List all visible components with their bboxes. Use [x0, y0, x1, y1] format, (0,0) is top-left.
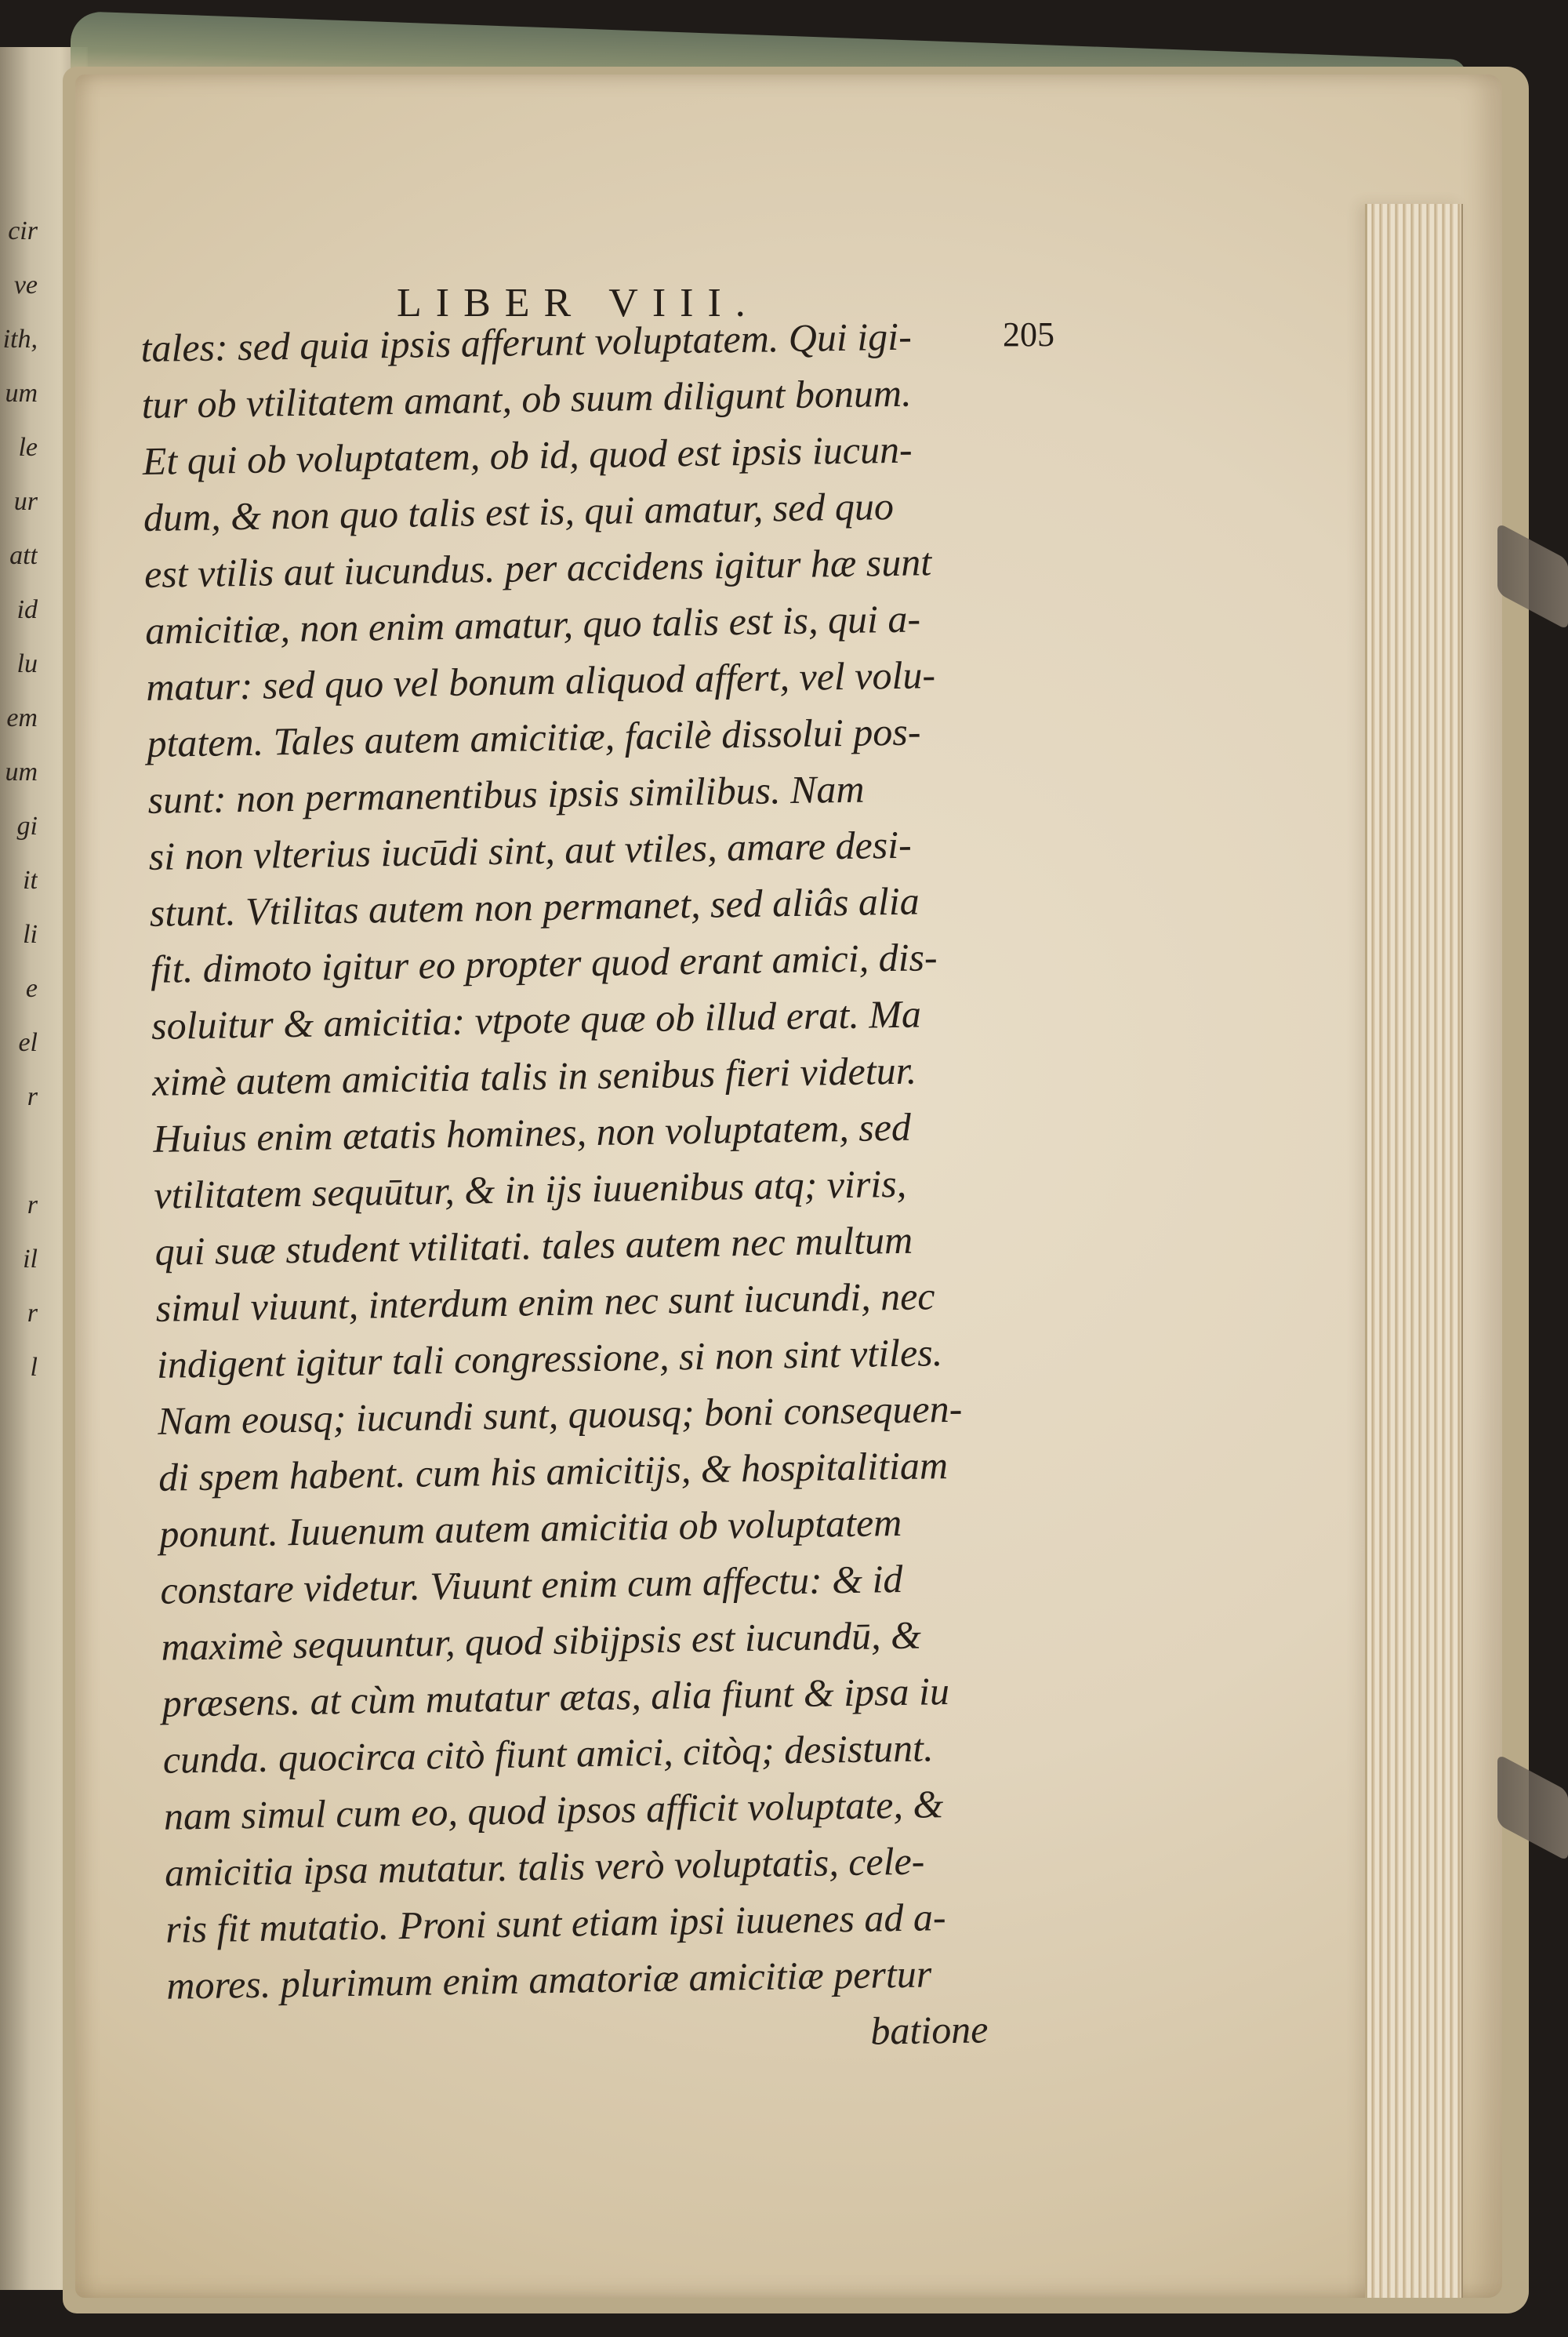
text-line: Et qui ob voluptatem, ob id, quod est ipsis iucun- — [142, 427, 913, 483]
text-line: matur: sed quo vel bonum aliquod affert, vel volu- — [145, 652, 936, 709]
left-fragment: att — [9, 541, 38, 570]
text-line: dum, & non quo talis est is, qui amatur, sed quo — [143, 483, 895, 540]
left-fragment: cir — [8, 216, 38, 245]
left-fragment: ve — [13, 271, 38, 300]
left-fragment: li — [23, 920, 38, 949]
text-line: qui suæ student vtilitati. tales autem nec multum — [154, 1217, 913, 1274]
left-fragment: r — [27, 1082, 38, 1111]
text-line: sunt: non permanentibus ipsis similibus. Nam — [147, 766, 865, 822]
left-fragment: il — [23, 1245, 38, 1274]
left-fragment: lu — [16, 649, 38, 678]
text-line: tur ob vtilitatem amant, ob suum diligunt bonum. — [141, 370, 912, 427]
text-line: si non vlterius iucūdi sint, aut vtiles, amare desi- — [148, 822, 913, 878]
text-line: mores. plurimum enim amatoriæ amicitiæ pertur — [165, 1951, 932, 2008]
left-fragment: it — [23, 866, 38, 895]
left-fragment: id — [16, 595, 38, 624]
text-line: ptatem. Tales autem amicitiæ, facilè dissolui pos- — [147, 709, 921, 765]
left-fragment: ith, — [2, 325, 38, 354]
left-fragment: ur — [13, 487, 38, 516]
page-fore-edge — [1365, 204, 1463, 2298]
left-fragment: um — [5, 379, 38, 408]
text-line: præsens. at cùm mutatur ætas, alia fiunt & ipsa iu — [162, 1669, 950, 1725]
left-fragment: um — [5, 758, 38, 787]
left-fragment: l — [30, 1353, 38, 1382]
left-fragment: e — [25, 974, 38, 1003]
left-fragment: r — [27, 1299, 38, 1328]
left-fragment: em — [6, 703, 38, 732]
text-line: vtilitatem sequūtur, & in ijs iuuenibus atq; viris, — [154, 1161, 907, 1217]
text-line: fit. dimoto igitur eo propter quod erant amici, dis- — [150, 935, 938, 991]
text-line: simul viuunt, interdum enim nec sunt iucundi, nec — [155, 1274, 935, 1330]
text-line: ponunt. Iuuenum autem amicitia ob voluptatem — [158, 1499, 902, 1556]
text-line: di spem habent. cum his amicitijs, & hospitalitiam — [158, 1443, 949, 1499]
text-line: cunda. quocirca citò fiunt amici, citòq; desistunt. — [162, 1725, 934, 1782]
text-line: constare videtur. Viuunt enim cum affectu: & id — [160, 1556, 903, 1612]
text-line: nam simul cum eo, quod ipsos afficit voluptate, & — [163, 1782, 944, 1838]
text-line: ris fit mutatio. Proni sunt etiam ipsi iuuenes ad a- — [165, 1895, 946, 1951]
left-fragment — [0, 1124, 38, 1178]
page-number: 205 — [1003, 315, 1054, 354]
text-line: est vtilis aut iucundus. per accidens igitur hæ sunt — [143, 540, 932, 596]
text-line: Huius enim ætatis homines, non voluptatem, sed — [152, 1104, 912, 1161]
left-fragment: gi — [16, 812, 38, 841]
catchword: batione — [869, 2007, 989, 2053]
running-head: LIBER VIII. — [397, 281, 760, 325]
text-line: maximè sequuntur, quod sibijpsis est iucundū, & — [161, 1612, 922, 1669]
text-line: indigent igitur tali congressione, si non sint vtiles. — [156, 1330, 943, 1387]
text-line: soluitur & amicitia: vtpote quæ ob illud erat. Ma — [151, 991, 922, 1048]
right-page — [75, 75, 1502, 2298]
text-line: stunt. Vtilitas autem non permanet, sed aliâs alia — [149, 878, 920, 935]
text-line: ximè autem amicitia talis in senibus fieri videtur. — [151, 1048, 917, 1104]
text-line: Nam eousq; iucundi sunt, quousq; boni consequen- — [157, 1386, 963, 1443]
latin-text-block — [140, 306, 1051, 2170]
text-line: tales: sed quia ipsis afferunt voluptatem. Qui igi- — [140, 314, 913, 370]
left-fragment: r — [27, 1190, 38, 1219]
text-line: amicitiæ, non enim amatur, quo talis est is, qui a- — [144, 596, 921, 652]
left-fragment: el — [18, 1028, 38, 1057]
left-fragment: le — [18, 433, 38, 462]
left-page-margin-text — [0, 204, 38, 1819]
text-line: amicitia ipsa mutatur. talis verò voluptatis, cele- — [164, 1838, 925, 1895]
